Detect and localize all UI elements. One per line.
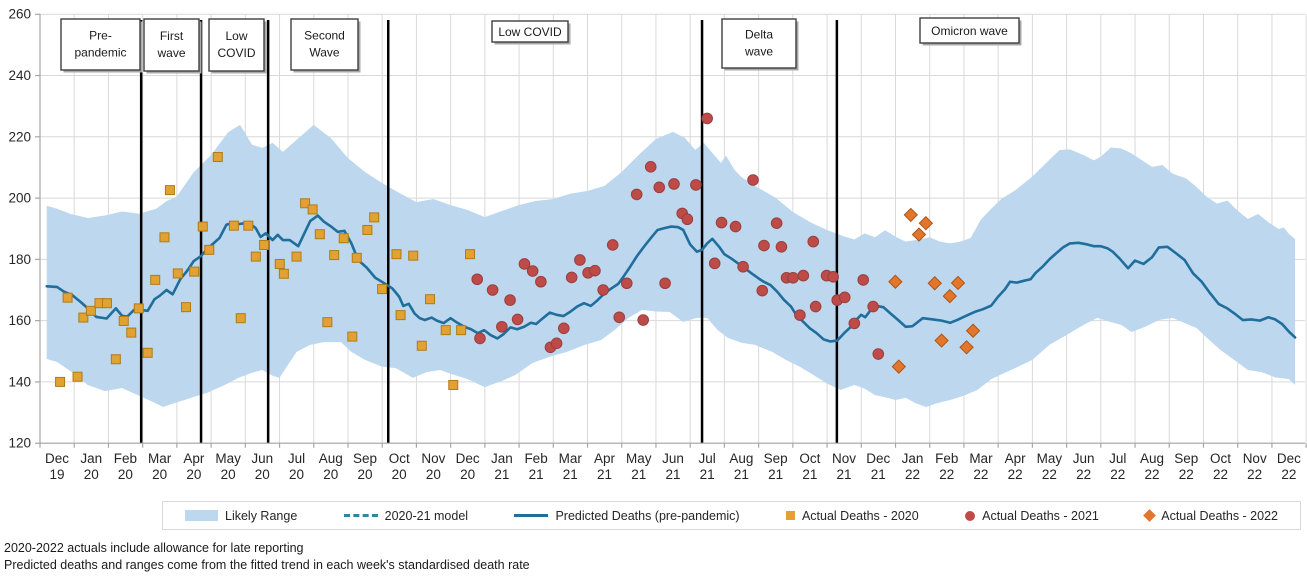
data-point-2021 bbox=[631, 189, 642, 200]
data-point-2020 bbox=[205, 245, 214, 254]
data-point-2020 bbox=[370, 213, 379, 222]
data-point-2021 bbox=[654, 182, 665, 193]
data-point-2020 bbox=[151, 275, 160, 284]
data-point-2020 bbox=[449, 380, 458, 389]
phase-label-box bbox=[61, 19, 143, 73]
data-point-2020 bbox=[260, 240, 269, 249]
data-point-2021 bbox=[795, 310, 806, 321]
x-axis-label-month: Sep bbox=[352, 451, 377, 466]
data-point-2021 bbox=[558, 323, 569, 334]
data-point-2021 bbox=[487, 285, 498, 296]
x-axis-label-month: Feb bbox=[113, 451, 138, 466]
x-axis-label-year: 20 bbox=[289, 467, 305, 482]
x-axis-label-year: 21 bbox=[494, 467, 510, 482]
data-point-2021 bbox=[497, 321, 508, 332]
data-point-2020 bbox=[466, 250, 475, 259]
data-point-2021 bbox=[730, 221, 741, 232]
legend-label: Actual Deaths - 2020 bbox=[801, 508, 919, 523]
x-axis-label-year: 20 bbox=[152, 467, 168, 482]
x-axis-label-month: Jun bbox=[1072, 451, 1095, 466]
phase-label-text: Wave bbox=[309, 45, 340, 60]
x-axis-label-month: Jun bbox=[662, 451, 684, 466]
x-axis-label-year: 22 bbox=[904, 467, 921, 482]
data-point-2021 bbox=[759, 240, 770, 251]
x-axis-label-month: Jul bbox=[287, 451, 306, 466]
data-point-2020 bbox=[425, 295, 434, 304]
x-axis-label-month: Oct bbox=[1209, 451, 1231, 466]
data-point-2020 bbox=[73, 372, 82, 381]
x-axis-label-month: Aug bbox=[318, 451, 343, 466]
x-axis-label-year: 22 bbox=[1247, 467, 1263, 482]
data-point-2021 bbox=[776, 241, 787, 252]
data-point-2020 bbox=[352, 253, 361, 262]
data-point-2020 bbox=[409, 251, 418, 260]
data-point-2020 bbox=[229, 221, 238, 230]
data-point-2021 bbox=[472, 274, 483, 285]
data-point-2020 bbox=[441, 326, 450, 335]
data-point-2020 bbox=[143, 348, 152, 357]
x-axis-label-year: 21 bbox=[836, 467, 852, 482]
data-point-2021 bbox=[551, 338, 562, 349]
chart-legend bbox=[162, 501, 1301, 530]
phase-label-rect bbox=[722, 19, 796, 68]
phase-label-box bbox=[209, 19, 267, 74]
legend-item bbox=[786, 509, 919, 523]
x-axis-label-month: Dec bbox=[866, 451, 891, 466]
phase-label-text: Second bbox=[304, 28, 345, 43]
data-point-2020 bbox=[56, 377, 65, 386]
phase-label-rect bbox=[291, 19, 358, 70]
x-axis-label-year: 22 bbox=[1110, 467, 1126, 482]
x-axis-label-month: Jan bbox=[901, 451, 924, 466]
data-point-2021 bbox=[475, 333, 486, 344]
data-point-2020 bbox=[160, 233, 169, 242]
y-axis-label: 260 bbox=[8, 6, 31, 22]
likely-range-swatch bbox=[185, 510, 218, 521]
x-axis-label-month: Mar bbox=[969, 451, 993, 466]
x-axis-label-month: Apr bbox=[594, 451, 616, 466]
x-axis-label-month: Jul bbox=[698, 451, 716, 466]
data-point-2021 bbox=[621, 278, 632, 289]
data-point-2020 bbox=[378, 285, 387, 294]
x-axis-label-year: 21 bbox=[562, 467, 578, 482]
y-axis-label: 140 bbox=[8, 374, 31, 390]
y-axis-label: 220 bbox=[8, 129, 31, 145]
footnote-line-2: Predicted deaths and ranges come from the fitted trend in each week's standardised death rate bbox=[4, 557, 530, 572]
legend-label: Predicted Deaths (pre-pandemic) bbox=[555, 508, 740, 523]
phase-label-text: wave bbox=[744, 44, 774, 59]
x-axis-label-year: 21 bbox=[733, 467, 749, 482]
data-point-2021 bbox=[858, 275, 869, 286]
phase-label-box bbox=[920, 18, 1022, 46]
x-axis-label-month: Dec bbox=[44, 451, 70, 466]
phase-label-box bbox=[144, 19, 202, 74]
data-point-2020 bbox=[251, 252, 260, 261]
phase-label-box bbox=[722, 19, 799, 71]
data-point-2021 bbox=[645, 162, 656, 173]
x-axis-label-month: Jan bbox=[490, 451, 513, 466]
data-point-2020 bbox=[279, 269, 288, 278]
data-point-2021 bbox=[828, 272, 839, 283]
y-axis-label: 120 bbox=[8, 435, 31, 451]
phase-label-text: Delta bbox=[744, 27, 774, 42]
data-point-2020 bbox=[308, 205, 317, 214]
x-axis-label-month: May bbox=[215, 451, 241, 466]
phase-label-text: Low COVID bbox=[498, 25, 562, 39]
x-axis-label-year: 20 bbox=[254, 467, 270, 482]
x-axis-label-year: 22 bbox=[1212, 467, 1228, 482]
x-axis-label-year: 22 bbox=[1007, 467, 1023, 482]
x-axis-label-year: 20 bbox=[220, 467, 236, 482]
data-point-2021 bbox=[566, 272, 577, 283]
data-point-2021 bbox=[691, 180, 702, 191]
data-point-2020 bbox=[417, 341, 426, 350]
data-point-2021 bbox=[748, 175, 759, 186]
x-axis-label-year: 22 bbox=[1178, 467, 1194, 482]
data-point-2020 bbox=[396, 311, 405, 320]
x-axis-label-year: 19 bbox=[49, 467, 65, 482]
x-axis-label-month: Mar bbox=[558, 451, 582, 466]
x-axis-label-year: 21 bbox=[528, 467, 544, 482]
x-axis-label-month: Sep bbox=[1174, 451, 1199, 466]
x-axis-label-month: Feb bbox=[935, 451, 959, 466]
data-point-2020 bbox=[127, 328, 136, 337]
data-point-2020 bbox=[457, 326, 466, 335]
x-axis-label-year: 21 bbox=[870, 467, 886, 482]
data-point-2021 bbox=[868, 301, 879, 312]
data-point-2020 bbox=[111, 355, 120, 364]
x-axis-label-month: Oct bbox=[388, 451, 410, 466]
data-point-2021 bbox=[849, 318, 860, 329]
data-point-2021 bbox=[788, 272, 799, 283]
legend-item bbox=[185, 509, 297, 523]
x-axis-label-year: 22 bbox=[1041, 467, 1057, 482]
data-point-2021 bbox=[638, 315, 649, 326]
circle-marker-swatch bbox=[965, 511, 975, 521]
data-point-2021 bbox=[607, 240, 618, 251]
x-axis-label-year: 22 bbox=[939, 467, 955, 482]
data-point-2020 bbox=[392, 250, 401, 259]
phase-label-text: Pre- bbox=[89, 28, 112, 43]
legend-label: Actual Deaths - 2022 bbox=[1161, 508, 1278, 523]
x-axis-label-year: 22 bbox=[1281, 467, 1297, 482]
x-axis-label-year: 21 bbox=[665, 467, 681, 482]
data-point-2021 bbox=[873, 349, 884, 360]
data-point-2020 bbox=[119, 316, 128, 325]
data-point-2021 bbox=[682, 214, 693, 225]
data-point-2020 bbox=[198, 222, 207, 231]
phase-label-text: First bbox=[159, 29, 184, 43]
x-axis-label-month: Dec bbox=[1276, 451, 1301, 466]
data-point-2020 bbox=[236, 314, 245, 323]
x-axis-label-year: 20 bbox=[357, 467, 373, 482]
phase-label-text: wave bbox=[157, 46, 186, 60]
y-axis-label: 200 bbox=[8, 190, 31, 206]
x-axis-label-year: 20 bbox=[425, 467, 441, 482]
x-axis-label-month: Nov bbox=[832, 451, 857, 466]
data-point-2021 bbox=[808, 236, 819, 247]
data-point-2021 bbox=[660, 278, 671, 289]
predicted-line-swatch bbox=[514, 514, 548, 517]
x-axis-label-year: 20 bbox=[83, 467, 99, 482]
legend-item bbox=[344, 509, 468, 523]
data-point-2020 bbox=[348, 332, 357, 341]
data-point-2021 bbox=[757, 285, 768, 296]
x-axis-label-year: 21 bbox=[631, 467, 647, 482]
phase-label-text: Omicron wave bbox=[931, 24, 1008, 38]
x-axis-label-month: Apr bbox=[1004, 451, 1026, 466]
data-point-2022 bbox=[904, 208, 917, 221]
data-point-2021 bbox=[669, 179, 680, 190]
x-axis-label-month: Oct bbox=[799, 451, 821, 466]
x-axis-label-year: 21 bbox=[699, 467, 715, 482]
x-axis-label-month: Nov bbox=[421, 451, 446, 466]
data-point-2021 bbox=[709, 258, 720, 269]
phase-label-text: Low bbox=[225, 29, 248, 43]
data-point-2020 bbox=[165, 186, 174, 195]
data-point-2021 bbox=[810, 301, 821, 312]
phase-label-text: COVID bbox=[217, 46, 256, 60]
y-axis-label: 160 bbox=[8, 313, 31, 329]
x-axis-label-month: Apr bbox=[183, 451, 205, 466]
data-point-2021 bbox=[512, 314, 523, 325]
data-point-2020 bbox=[213, 153, 222, 162]
x-axis-label-year: 21 bbox=[597, 467, 613, 482]
data-point-2021 bbox=[527, 266, 538, 277]
data-point-2022 bbox=[919, 217, 932, 230]
data-point-2020 bbox=[315, 230, 324, 239]
data-point-2020 bbox=[86, 306, 95, 315]
data-point-2020 bbox=[134, 304, 143, 313]
x-axis-label-month: Jul bbox=[1109, 451, 1127, 466]
legend-item bbox=[1145, 509, 1278, 523]
x-axis-label-year: 20 bbox=[323, 467, 339, 482]
data-point-2021 bbox=[839, 292, 850, 303]
x-axis-label-year: 22 bbox=[973, 467, 989, 482]
legend-label: 2020-21 model bbox=[384, 508, 469, 523]
x-axis-label-month: May bbox=[1036, 451, 1063, 466]
y-axis-label: 240 bbox=[8, 68, 31, 84]
x-axis-label-year: 20 bbox=[117, 467, 133, 482]
data-point-2020 bbox=[190, 267, 199, 276]
legend-label: Actual Deaths - 2021 bbox=[982, 508, 1099, 523]
x-axis-label-month: Aug bbox=[1140, 451, 1165, 466]
x-axis-label-year: 20 bbox=[186, 467, 202, 482]
x-axis-label-month: Jun bbox=[251, 451, 274, 466]
diamond-marker-swatch bbox=[1143, 509, 1156, 522]
x-axis-label-month: Dec bbox=[455, 451, 480, 466]
x-axis-label-year: 21 bbox=[768, 467, 784, 482]
data-point-2021 bbox=[536, 276, 547, 287]
data-point-2021 bbox=[614, 312, 625, 323]
model-line-swatch bbox=[344, 514, 378, 517]
data-point-2021 bbox=[798, 270, 809, 281]
legend-item bbox=[965, 509, 1099, 523]
data-point-2021 bbox=[505, 295, 516, 306]
data-point-2021 bbox=[716, 217, 727, 228]
data-point-2020 bbox=[275, 259, 284, 268]
phase-label-text: pandemic bbox=[74, 45, 127, 60]
x-axis-label-month: Sep bbox=[763, 451, 788, 466]
data-point-2020 bbox=[323, 318, 332, 327]
x-axis-label-month: Feb bbox=[524, 451, 548, 466]
x-axis-label-month: Aug bbox=[729, 451, 754, 466]
phase-label-rect bbox=[209, 19, 264, 71]
data-point-2020 bbox=[292, 252, 301, 261]
x-axis-label-month: May bbox=[625, 451, 652, 466]
x-axis-label-month: Jan bbox=[80, 451, 103, 466]
chart-footnotes bbox=[4, 540, 1307, 574]
phase-label-rect bbox=[61, 19, 140, 70]
data-point-2020 bbox=[244, 221, 253, 230]
data-point-2020 bbox=[339, 234, 348, 243]
data-point-2021 bbox=[590, 265, 601, 276]
likely-range-band bbox=[47, 125, 1295, 407]
data-point-2020 bbox=[363, 225, 372, 234]
x-axis-label-month: Mar bbox=[148, 451, 172, 466]
x-axis-label-year: 21 bbox=[802, 467, 818, 482]
phase-label-rect bbox=[144, 19, 199, 71]
data-point-2020 bbox=[330, 251, 339, 260]
y-axis-label: 180 bbox=[8, 251, 31, 267]
x-axis-label-year: 22 bbox=[1076, 467, 1092, 482]
x-axis-label-month: Nov bbox=[1242, 451, 1267, 466]
phase-label-box bbox=[492, 21, 571, 45]
data-point-2021 bbox=[771, 218, 782, 229]
x-axis-label-year: 22 bbox=[1144, 467, 1160, 482]
data-point-2021 bbox=[575, 255, 586, 266]
data-point-2020 bbox=[182, 303, 191, 312]
data-point-2020 bbox=[63, 293, 72, 302]
legend-item bbox=[514, 509, 739, 523]
data-point-2021 bbox=[702, 113, 713, 124]
x-axis-label-year: 20 bbox=[391, 467, 407, 482]
legend-label: Likely Range bbox=[225, 508, 298, 523]
data-point-2021 bbox=[738, 261, 749, 272]
x-axis-label-year: 20 bbox=[460, 467, 476, 482]
phase-label-box bbox=[291, 19, 361, 73]
footnote-line-1: 2020-2022 actuals include allowance for late reporting bbox=[4, 541, 304, 555]
data-point-2021 bbox=[598, 285, 609, 296]
data-point-2020 bbox=[173, 269, 182, 278]
data-point-2020 bbox=[102, 299, 111, 308]
square-marker-swatch bbox=[786, 511, 795, 520]
